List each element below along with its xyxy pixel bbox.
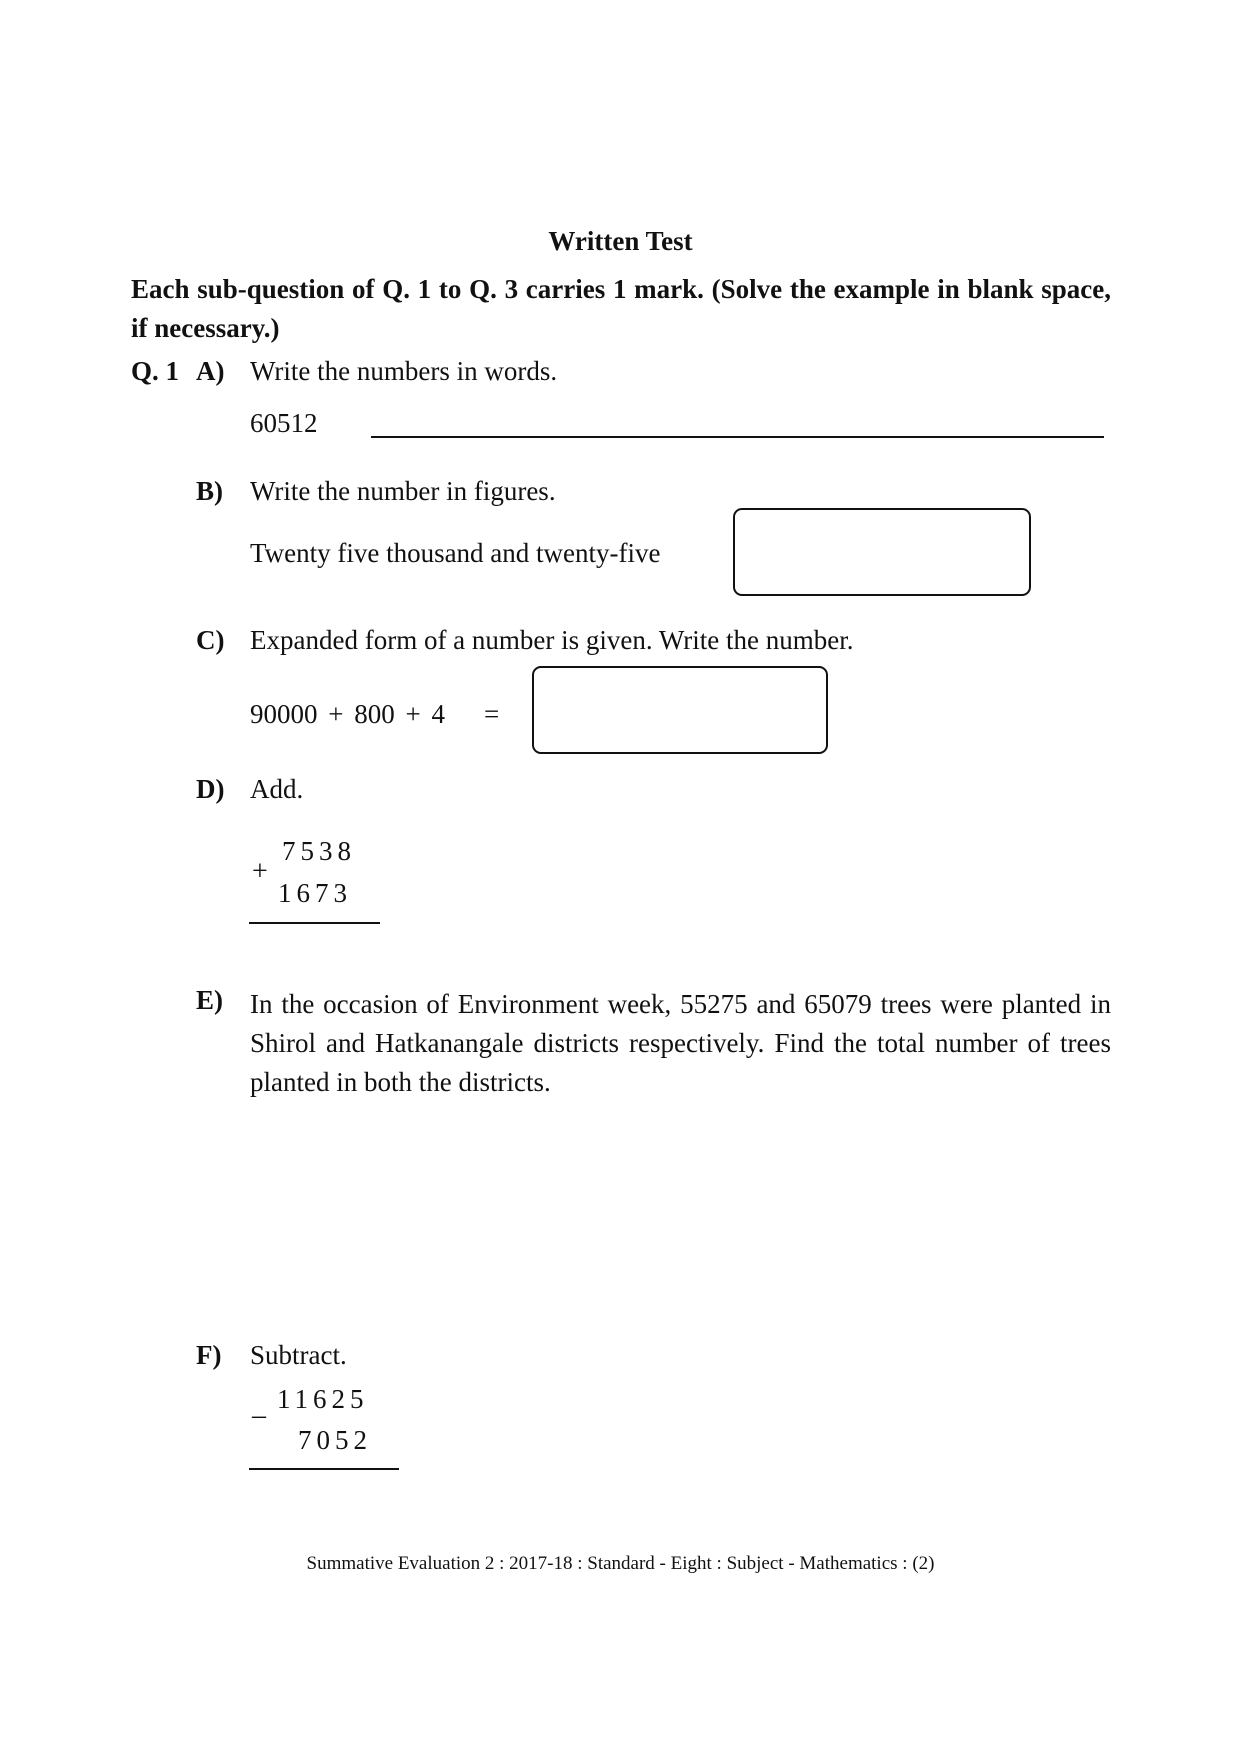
subquestion-f-label: F): [196, 1340, 222, 1370]
question-number: Q. 1: [131, 356, 180, 386]
subquestion-b-text: Write the number in figures.: [250, 476, 556, 506]
subquestion-e-text: In the occasion of Environment week, 55275 and 65079 trees were planted in Shirol and Hatkanangale districts respectively. Find the total number of trees planted in both the districts.: [250, 989, 1111, 1097]
equals-sign: =: [484, 699, 500, 729]
subquestion-d-label: D): [196, 774, 225, 804]
minus-sign: –: [252, 1400, 266, 1431]
addend-bottom: 1673: [278, 878, 352, 908]
subquestion-b-label: B): [196, 476, 223, 506]
subquestion-d-text: Add.: [250, 774, 304, 804]
subquestion-a-text: Write the numbers in words.: [250, 356, 558, 386]
subquestion-c-label: C): [196, 625, 225, 655]
addend-top: 7538: [282, 836, 356, 866]
subquestion-e-label: E): [196, 985, 223, 1015]
instructions: Each sub-question of Q. 1 to Q. 3 carries 1 mark. (Solve the example in blank space, if necessary.): [131, 274, 1111, 343]
subquestion-a-number: 60512: [250, 408, 318, 438]
page-title: Written Test: [548, 226, 693, 256]
expanded-form-expression: 90000 + 800 + 4: [250, 699, 445, 729]
page-footer: Summative Evaluation 2 : 2017-18 : Standard - Eight : Subject - Mathematics : (2): [306, 1553, 935, 1574]
addition-line: [249, 922, 380, 924]
subtraction-line: [249, 1468, 399, 1470]
subquestion-a-label: A): [196, 356, 225, 386]
subquestion-f-text: Subtract.: [250, 1340, 347, 1370]
plus-sign: +: [252, 856, 268, 887]
answer-box-b[interactable]: [733, 508, 1031, 596]
answer-line-a[interactable]: [371, 436, 1104, 438]
subtrahend: 7052: [298, 1425, 372, 1455]
subquestion-c-text: Expanded form of a number is given. Write the number.: [250, 625, 854, 655]
subquestion-b-words: Twenty five thousand and twenty-five: [250, 538, 661, 568]
answer-box-c[interactable]: [532, 666, 828, 754]
minuend: 11625: [277, 1384, 369, 1414]
